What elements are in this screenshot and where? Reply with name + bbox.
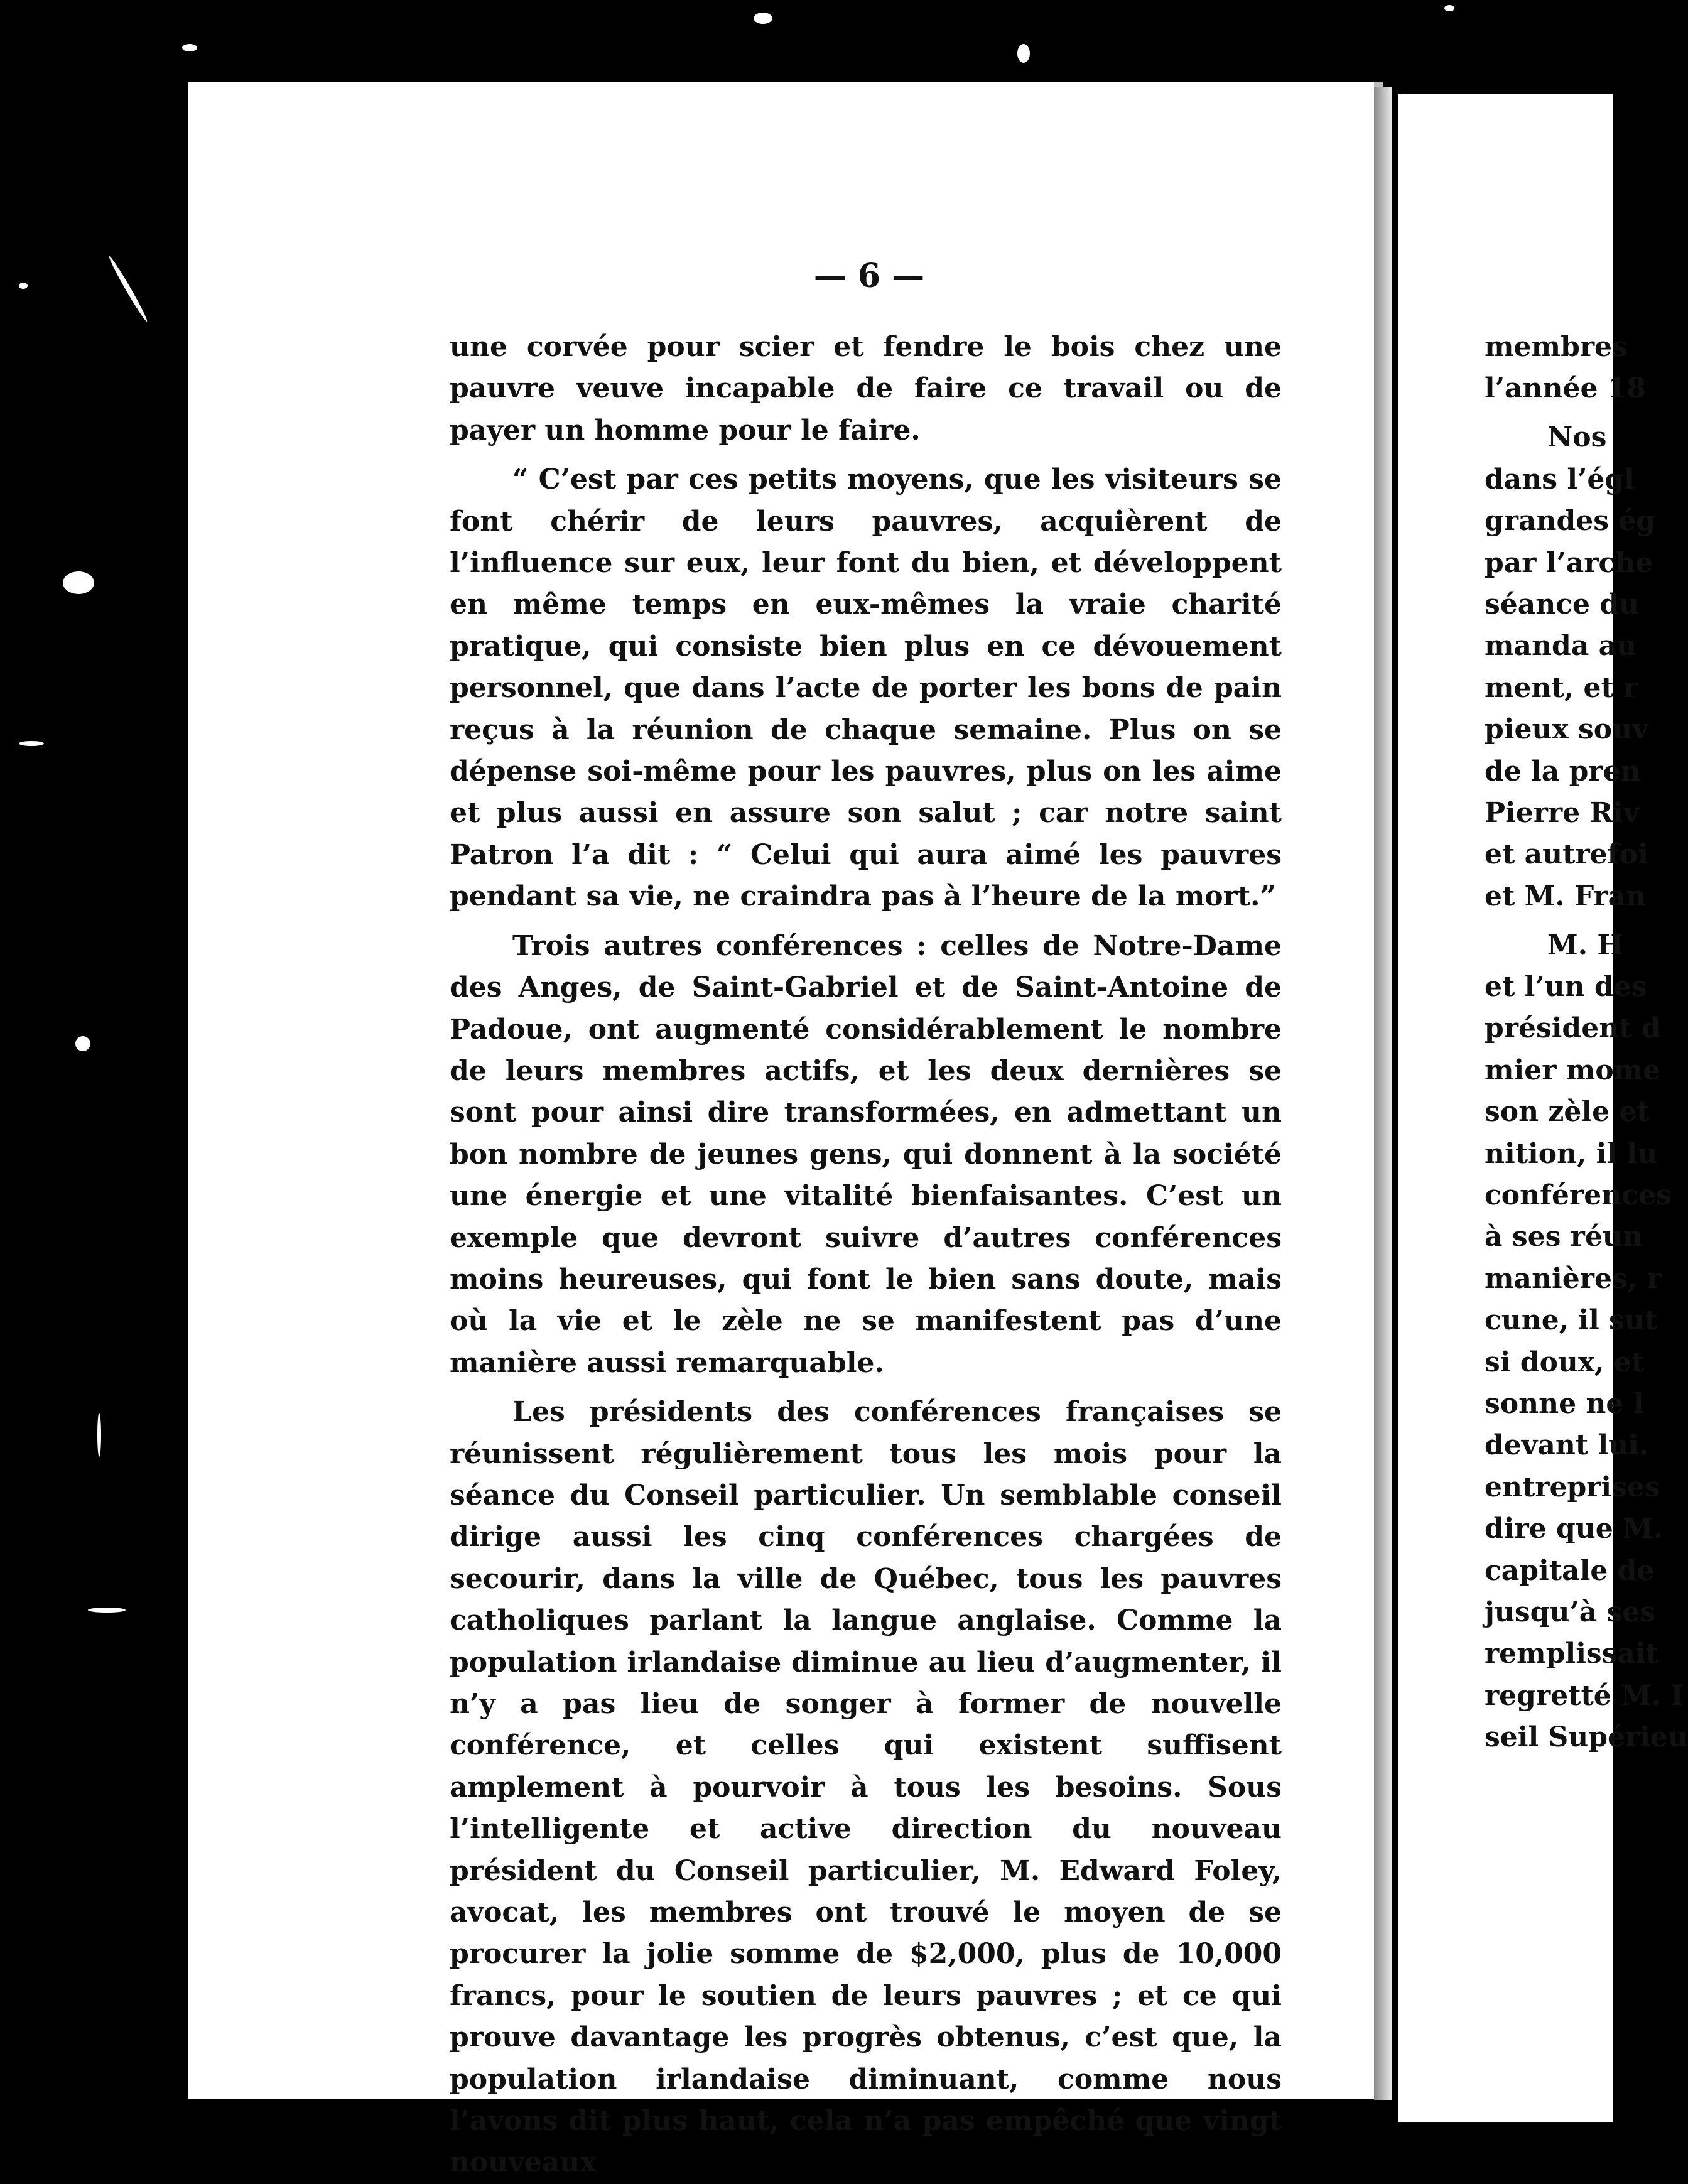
scan-speck	[1017, 44, 1030, 63]
left-page-text	[450, 327, 1282, 2184]
right-page-text	[1485, 327, 1688, 1759]
scan-speck	[19, 283, 28, 289]
paragraph: une corvée pour scier et fendre le bois chez une pauvre veuve incapable de faire ce travail ou de payer un homme pour le faire.	[450, 331, 1282, 446]
paragraph: Trois autres conférences : celles de Notre-Dame des Anges, de Saint-Gabriel et de Saint-Antoine de Padoue, ont augmenté considérablement le nombre de leurs membres actifs, et les deux dernières se sont pour ainsi dire transformées, en admettant un bon nombre de jeunes gens, qui donnent à la société une énergie et une vitalité bienfaisantes. C’est un exemple que devront suivre d’autres conférences moins heureuses, qui font le bien sans doute, mais où la vie et le zèle ne se manifestent pas d’une manière aussi remarquable.	[450, 929, 1282, 1379]
text-line: grandes ég	[1485, 505, 1656, 538]
text-line: dire que M.	[1485, 1513, 1664, 1545]
text-line: par l’arche	[1485, 546, 1653, 579]
text-line: seil Supérieu	[1485, 1721, 1688, 1754]
scan-speck	[182, 44, 197, 51]
text-line: M. H	[1547, 929, 1623, 961]
scan-speck	[75, 1036, 90, 1051]
text-line: à ses réun	[1485, 1221, 1643, 1253]
scan-speck	[97, 1413, 101, 1457]
text-line: et l’un des	[1485, 971, 1647, 1003]
text-line: manda au	[1485, 630, 1637, 662]
text-line: entreprises	[1485, 1471, 1660, 1503]
text-line: membres	[1485, 331, 1628, 363]
text-line: l’année 18	[1485, 372, 1647, 405]
text-line: séance du	[1485, 588, 1640, 620]
text-line: nition, il lu	[1485, 1137, 1658, 1170]
text-line: devant lui.	[1485, 1429, 1649, 1462]
text-line: son zèle et	[1485, 1096, 1650, 1128]
scan-speck	[19, 741, 44, 746]
text-line: de la pren	[1485, 755, 1641, 787]
paragraph: Les présidents des conférences françaises se réunissent régulièrement tous les mois pour la séance du Conseil particulier. Un semblable conseil dirige aussi les cinq conférences chargées de secourir, dans la ville de Québec, tous les pauvres catholiques parlant la langue anglaise. Comme la population irlandaise diminue au lieu d’augmenter, il n’y a pas lieu de songer à former de nouvelle conférence, et celles qui existent suffisent amplement à pourvoir à tous les besoins. Sous l’intelligente et active direction du nouveau président du Conseil particulier, M. Edward Foley, avocat, les membres ont trouvé le moyen de se procurer la jolie somme de $2,000, plus de 10,000 francs, pour le soutien de leurs pauvres ; et ce qui prouve davantage les progrès obtenus, c’est que, la population irlandaise diminuant, comme nous l’avons dit plus haut, cela n’a pas empêché que vingt nouveaux	[450, 1396, 1282, 2179]
text-line: mier mome	[1485, 1054, 1661, 1086]
text-line: et M. Fran	[1485, 880, 1647, 912]
page-gutter	[1374, 87, 1392, 2100]
page-number: — 6 —	[813, 257, 925, 295]
text-line: et autrefoi	[1485, 838, 1648, 871]
text-line: Pierre Riv	[1485, 796, 1640, 829]
text-line: sonne ne l	[1485, 1387, 1644, 1420]
scan-speck	[1444, 5, 1454, 11]
scan-speck	[88, 1608, 126, 1613]
text-line: ment, et r	[1485, 671, 1638, 704]
text-line: cune, il sut	[1485, 1304, 1658, 1337]
text-line: remplissait	[1485, 1638, 1659, 1670]
text-line: jusqu’à ses	[1485, 1596, 1656, 1628]
text-line: pieux souv	[1485, 713, 1648, 746]
text-line: regretté M. I	[1485, 1679, 1684, 1712]
text-line: conférences	[1485, 1179, 1672, 1212]
text-line: dans l’égl	[1485, 463, 1635, 495]
scan-speck	[754, 13, 772, 24]
text-line: Nos	[1547, 421, 1607, 454]
paragraph: “ C’est par ces petits moyens, que les visiteurs se font chérir de leurs pauvres, acquièrent de l’influence sur eux, leur font du bien, et développent en même temps en eux-mêmes la vraie charité pratique, qui consiste bien plus en ce dévouement personnel, que dans l’acte de porter les bons de pain reçus à la réunion de chaque semaine. Plus on se dépense soi-même pour les pauvres, plus on les aime et plus aussi en assure son salut ; car notre saint Patron l’a dit : “ Celui qui aura aimé les pauvres pendant sa vie, ne craindra pas à l’heure de la mort.”	[450, 463, 1282, 913]
text-line: manières, r	[1485, 1262, 1662, 1295]
text-line: capitale de	[1485, 1554, 1655, 1587]
text-line: président d	[1485, 1012, 1661, 1045]
text-line: si doux, et	[1485, 1346, 1645, 1378]
scan-speck	[107, 255, 149, 323]
scan-speck	[63, 571, 94, 594]
